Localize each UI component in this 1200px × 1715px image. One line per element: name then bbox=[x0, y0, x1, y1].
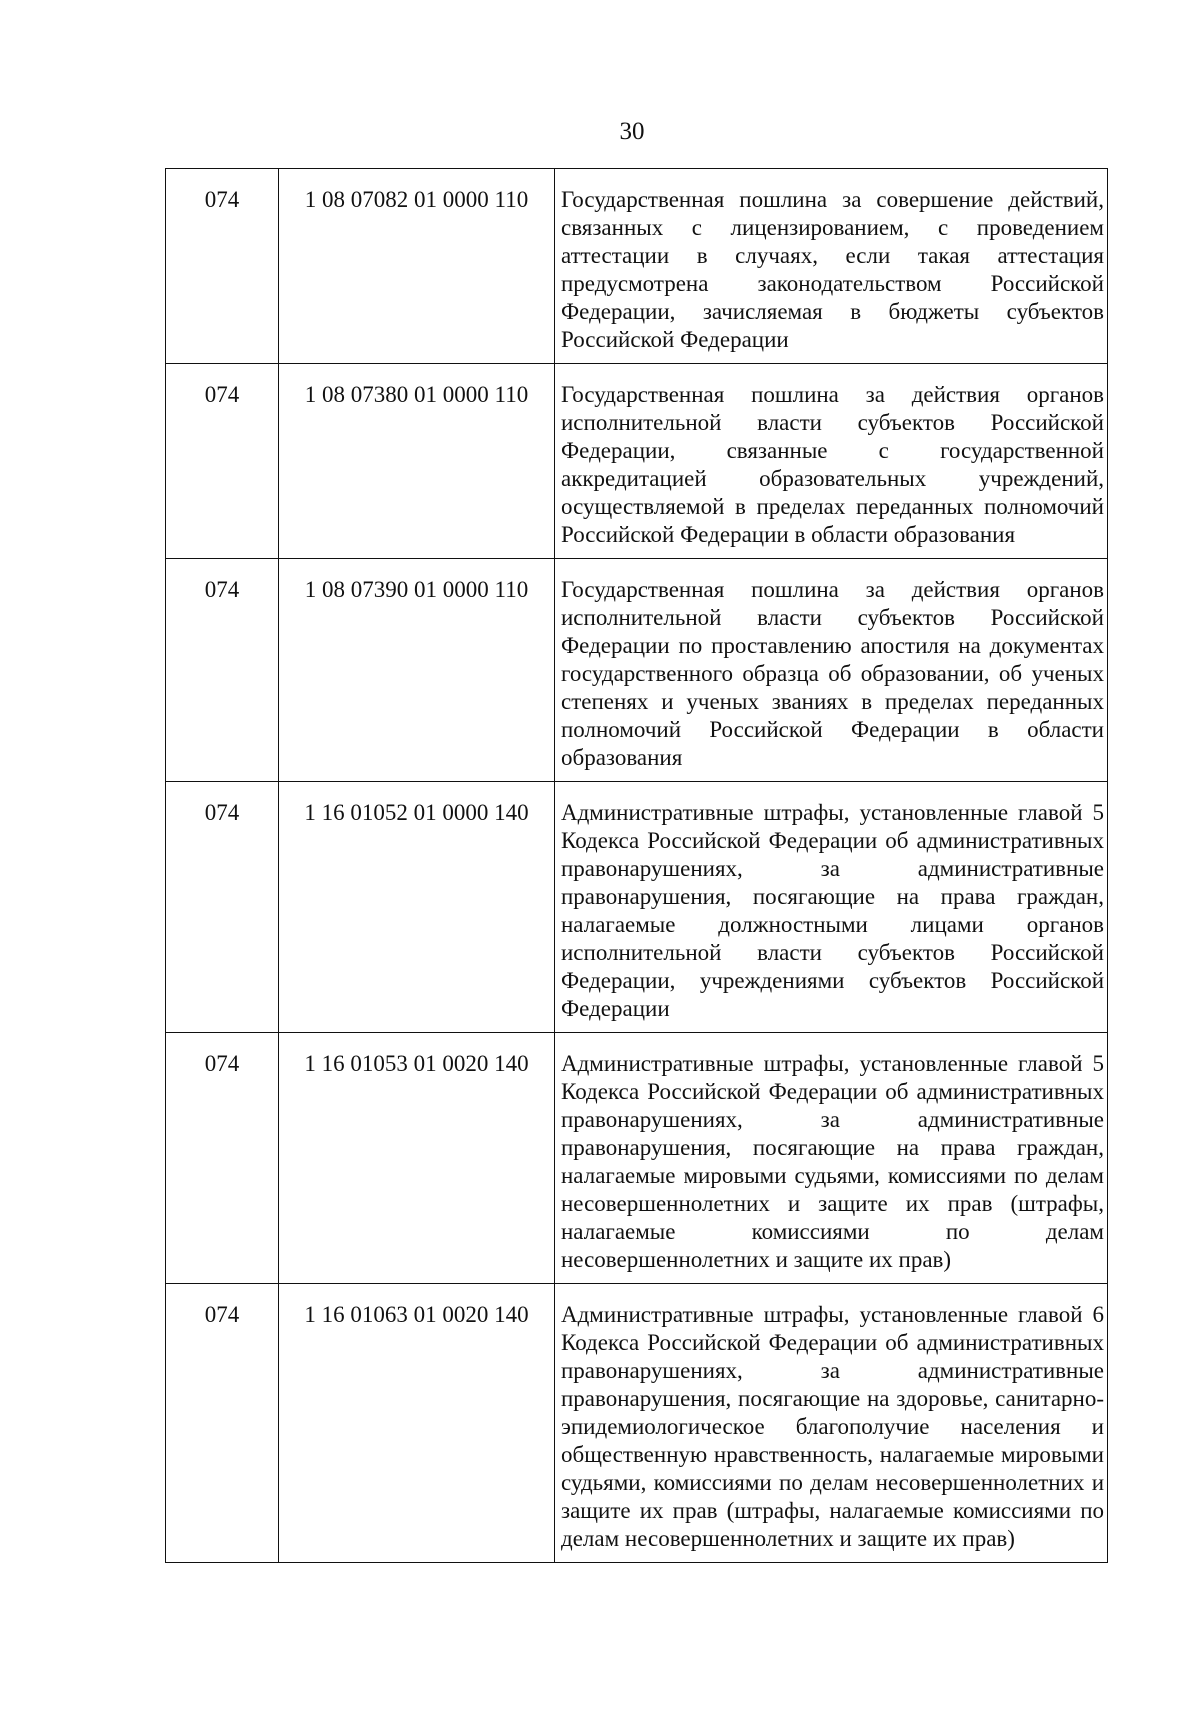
revenue-name-cell: Административные штрафы, установленные главой 5 Кодекса Российской Федерации об административных правонарушениях, за административные правонарушения, посягающие на права граждан, налагаемые должностными лицами органов исполнительной власти субъектов Российской Федерации, учреждениями субъектов Российской Федерации bbox=[555, 782, 1108, 1033]
table-body bbox=[166, 169, 1108, 1563]
revenue-name-cell: Административные штрафы, установленные главой 5 Кодекса Российской Федерации об административных правонарушениях, за административные правонарушения, посягающие на права граждан, налагаемые мировыми судьями, комиссиями по делам несовершеннолетних и защите их прав (штрафы, налагаемые комиссиями по делам несовершеннолетних и защите их прав) bbox=[555, 1033, 1108, 1284]
budget-classification-table bbox=[165, 168, 1108, 1563]
admin-code-cell: 074 bbox=[166, 169, 279, 364]
budget-code-cell: 1 08 07082 01 0000 110 bbox=[279, 169, 555, 364]
table-row bbox=[166, 1033, 1108, 1284]
admin-code-cell: 074 bbox=[166, 364, 279, 559]
budget-code-cell: 1 16 01063 01 0020 140 bbox=[279, 1284, 555, 1563]
page-number: 30 bbox=[619, 118, 645, 145]
admin-code-cell: 074 bbox=[166, 1033, 279, 1284]
budget-code-cell: 1 16 01052 01 0000 140 bbox=[279, 782, 555, 1033]
budget-code-cell: 1 08 07390 01 0000 110 bbox=[279, 559, 555, 782]
table-row bbox=[166, 1284, 1108, 1563]
revenue-name-cell: Государственная пошлина за совершение действий, связанных с лицензированием, с проведением аттестации в случаях, если такая аттестация предусмотрена законодательством Российской Федерации, зачисляемая в бюджеты субъектов Российской Федерации bbox=[555, 169, 1108, 364]
admin-code-cell: 074 bbox=[166, 782, 279, 1033]
budget-code-cell: 1 16 01053 01 0020 140 bbox=[279, 1033, 555, 1284]
table-row bbox=[166, 782, 1108, 1033]
table-row bbox=[166, 169, 1108, 364]
budget-code-cell: 1 08 07380 01 0000 110 bbox=[279, 364, 555, 559]
admin-code-cell: 074 bbox=[166, 1284, 279, 1563]
table-row bbox=[166, 364, 1108, 559]
revenue-name-cell: Административные штрафы, установленные главой 6 Кодекса Российской Федерации об административных правонарушениях, за административные правонарушения, посягающие на здоровье, санитарно-эпидемиологическое благополучие населения и общественную нравственность, налагаемые мировыми судьями, комиссиями по делам несовершеннолетних и защите их прав (штрафы, налагаемые комиссиями по делам несовершеннолетних и защите их прав) bbox=[555, 1284, 1108, 1563]
revenue-name-cell: Государственная пошлина за действия органов исполнительной власти субъектов Российской Федерации, связанные с государственной аккредитацией образовательных учреждений, осуществляемой в пределах переданных полномочий Российской Федерации в области образования bbox=[555, 364, 1108, 559]
admin-code-cell: 074 bbox=[166, 559, 279, 782]
revenue-name-cell: Государственная пошлина за действия органов исполнительной власти субъектов Российской Федерации по проставлению апостиля на документах государственного образца об образовании, об ученых степенях и ученых званиях в пределах переданных полномочий Российской Федерации в области образования bbox=[555, 559, 1108, 782]
table-row bbox=[166, 559, 1108, 782]
